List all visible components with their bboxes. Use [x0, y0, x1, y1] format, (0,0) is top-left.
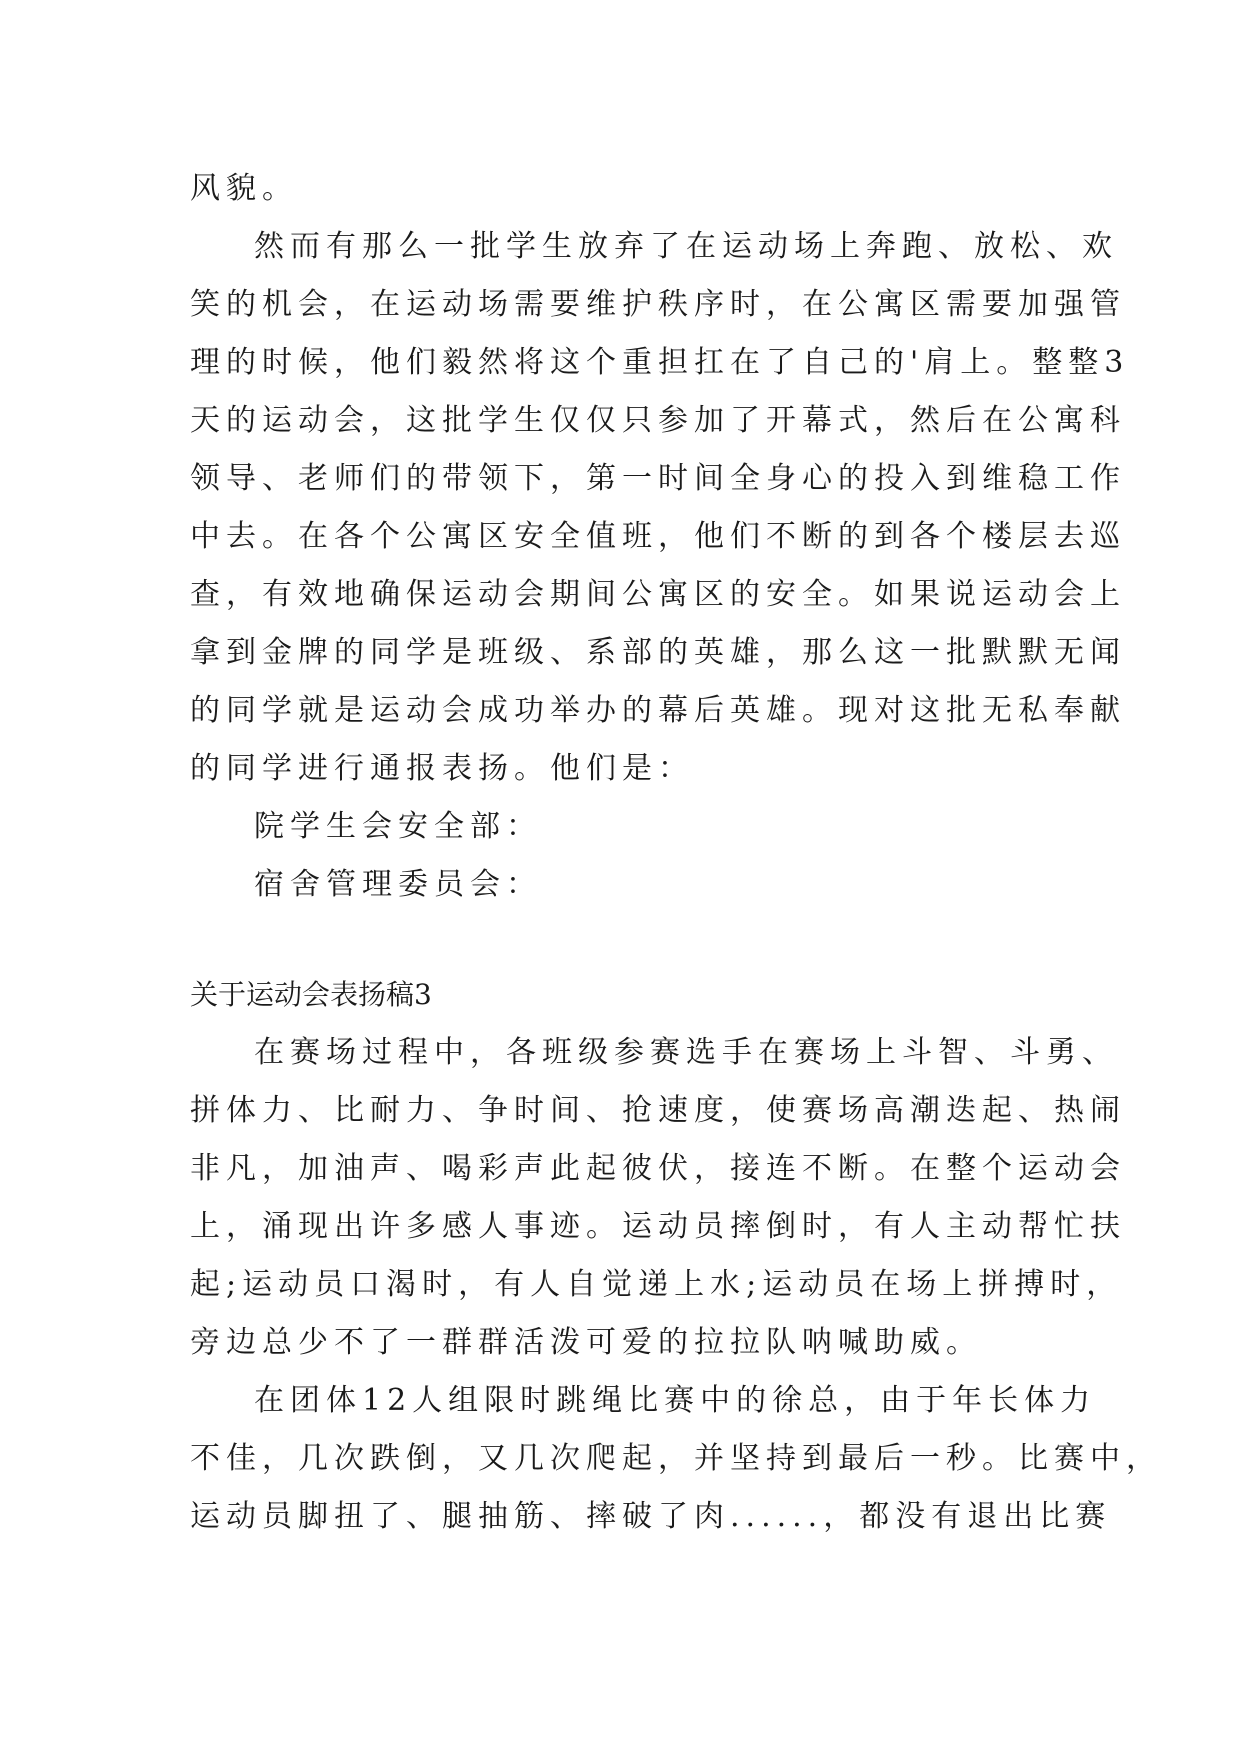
paragraph-line: 天的运动会，这批学生仅仅只参加了开幕式，然后在公寓科 [190, 403, 1126, 438]
paragraph-line: 非凡，加油声、喝彩声此起彼伏，接连不断。在整个运动会 [190, 1151, 1126, 1186]
section-heading: 关于运动会表扬稿3 [190, 978, 432, 1011]
paragraph-line: 风貌。 [190, 171, 298, 206]
paragraph-line: 上，涌现出许多感人事迹。运动员摔倒时，有人主动帮忙扶 [190, 1209, 1126, 1244]
paragraph-line: 在团体12人组限时跳绳比赛中的徐总，由于年长体力 [254, 1383, 1097, 1418]
paragraph-line: 查，有效地确保运动会期间公寓区的安全。如果说运动会上 [190, 577, 1126, 612]
commendation-section-2-continued [190, 160, 1130, 914]
paragraph-line: 起;运动员口渴时，有人自觉递上水;运动员在场上拼搏时， [190, 1267, 1123, 1302]
paragraph-line: 不佳，几次跌倒，又几次爬起，并坚持到最后一秒。比赛中， [190, 1441, 1162, 1476]
paragraph-line: 然而有那么一批学生放弃了在运动场上奔跑、放松、欢 [254, 229, 1118, 264]
list-item: 宿舍管理委员会： [254, 867, 542, 902]
paragraph-line: 拼体力、比耐力、争时间、抢速度，使赛场高潮迭起、热闹 [190, 1093, 1126, 1128]
paragraph-line: 领导、老师们的带领下，第一时间全身心的投入到维稳工作 [190, 461, 1126, 496]
paragraph-line: 的同学就是运动会成功举办的幕后英雄。现对这批无私奉献 [190, 693, 1126, 728]
paragraph-line: 旁边总少不了一群群活泼可爱的拉拉队呐喊助威。 [190, 1325, 982, 1360]
paragraph-line: 理的时候，他们毅然将这个重担扛在了自己的'肩上。整整3 [190, 345, 1130, 380]
paragraph-line: 运动员脚扭了、腿抽筋、摔破了肉......，都没有退出比赛 [190, 1499, 1112, 1534]
paragraph-line: 在赛场过程中，各班级参赛选手在赛场上斗智、斗勇、 [254, 1035, 1118, 1070]
list-item: 院学生会安全部： [254, 809, 542, 844]
commendation-section-3 [190, 966, 1162, 1546]
paragraph-line: 拿到金牌的同学是班级、系部的英雄，那么这一批默默无闻 [190, 635, 1126, 670]
paragraph-line: 笑的机会，在运动场需要维护秩序时，在公寓区需要加强管 [190, 287, 1126, 322]
paragraph-line: 的同学进行通报表扬。他们是： [190, 751, 694, 786]
paragraph-line: 中去。在各个公寓区安全值班，他们不断的到各个楼层去巡 [190, 519, 1126, 554]
